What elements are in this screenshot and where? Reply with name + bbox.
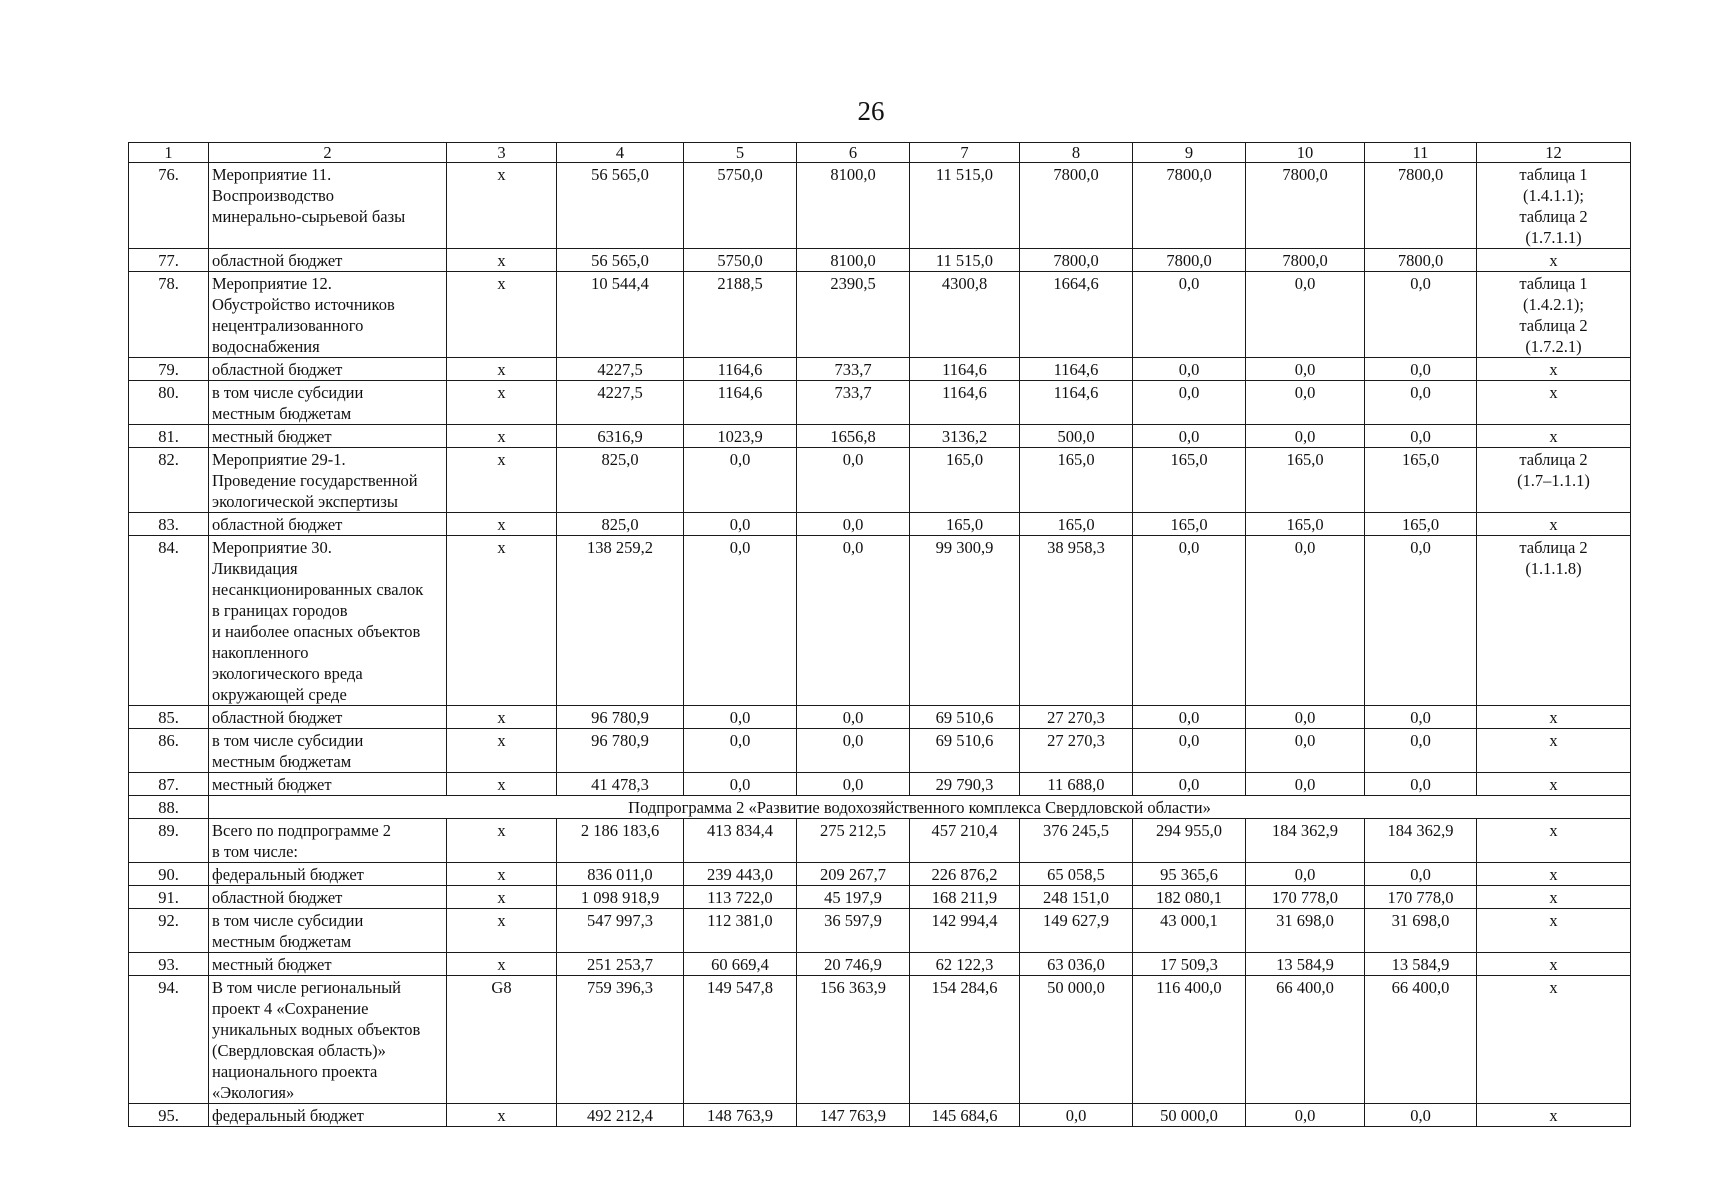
row-value: 56 565,0 — [557, 249, 684, 272]
table-row — [129, 886, 1631, 909]
row-value: 0,0 — [1365, 773, 1477, 796]
row-value: 0,0 — [1246, 381, 1365, 425]
table-row — [129, 863, 1631, 886]
row-value: 184 362,9 — [1365, 819, 1477, 863]
budget-table — [128, 142, 1631, 1127]
row-code: х — [447, 729, 557, 773]
column-header: 4 — [557, 143, 684, 163]
row-value: 148 763,9 — [684, 1104, 797, 1127]
row-name: местный бюджет — [209, 953, 447, 976]
row-value: 31 698,0 — [1365, 909, 1477, 953]
row-value: 43 000,1 — [1133, 909, 1246, 953]
row-value: 492 212,4 — [557, 1104, 684, 1127]
row-code: х — [447, 1104, 557, 1127]
row-value: 0,0 — [684, 448, 797, 513]
row-value: 7800,0 — [1365, 249, 1477, 272]
row-code: х — [447, 886, 557, 909]
row-value: 0,0 — [1133, 536, 1246, 706]
row-number: 89. — [129, 819, 209, 863]
row-value: 95 365,6 — [1133, 863, 1246, 886]
table-row — [129, 773, 1631, 796]
row-value: 4227,5 — [557, 381, 684, 425]
row-value: 0,0 — [797, 448, 910, 513]
row-number: 86. — [129, 729, 209, 773]
row-reference: х — [1477, 706, 1631, 729]
row-value: 0,0 — [1246, 425, 1365, 448]
row-code: х — [447, 819, 557, 863]
row-value: 50 000,0 — [1020, 976, 1133, 1104]
row-value: 7800,0 — [1020, 163, 1133, 249]
row-value: 96 780,9 — [557, 706, 684, 729]
row-reference: х — [1477, 909, 1631, 953]
row-number: 88. — [129, 796, 209, 819]
row-value: 0,0 — [1246, 1104, 1365, 1127]
column-header: 2 — [209, 143, 447, 163]
row-value: 27 270,3 — [1020, 729, 1133, 773]
row-value: 0,0 — [1365, 536, 1477, 706]
row-value: 0,0 — [684, 536, 797, 706]
row-name: федеральный бюджет — [209, 863, 447, 886]
row-value: 65 058,5 — [1020, 863, 1133, 886]
row-number: 91. — [129, 886, 209, 909]
row-value: 0,0 — [1246, 773, 1365, 796]
row-value: 96 780,9 — [557, 729, 684, 773]
table-row — [129, 819, 1631, 863]
row-value: 182 080,1 — [1133, 886, 1246, 909]
row-name: Мероприятие 30. Ликвидация несанкционированных свалок в границах городов и наиболее опасных объектов накопленного экологического вреда окружающей среде — [209, 536, 447, 706]
row-value: 165,0 — [1020, 513, 1133, 536]
row-name: местный бюджет — [209, 773, 447, 796]
row-value: 1656,8 — [797, 425, 910, 448]
row-value: 7800,0 — [1020, 249, 1133, 272]
row-value: 275 212,5 — [797, 819, 910, 863]
row-value: 165,0 — [1246, 513, 1365, 536]
row-reference: х — [1477, 819, 1631, 863]
row-value: 0,0 — [1133, 381, 1246, 425]
row-value: 0,0 — [1365, 425, 1477, 448]
row-value: 0,0 — [1246, 536, 1365, 706]
row-value: 413 834,4 — [684, 819, 797, 863]
table-row — [129, 448, 1631, 513]
row-value: 1164,6 — [684, 358, 797, 381]
row-value: 457 210,4 — [910, 819, 1020, 863]
row-value: 5750,0 — [684, 249, 797, 272]
row-number: 90. — [129, 863, 209, 886]
row-value: 0,0 — [797, 773, 910, 796]
row-value: 69 510,6 — [910, 729, 1020, 773]
row-value: 165,0 — [1133, 448, 1246, 513]
row-code: х — [447, 706, 557, 729]
row-value: 41 478,3 — [557, 773, 684, 796]
row-value: 0,0 — [1133, 425, 1246, 448]
row-value: 759 396,3 — [557, 976, 684, 1104]
row-value: 2188,5 — [684, 272, 797, 358]
row-code: х — [447, 536, 557, 706]
column-header: 10 — [1246, 143, 1365, 163]
row-value: 239 443,0 — [684, 863, 797, 886]
row-value: 0,0 — [1365, 706, 1477, 729]
row-name: областной бюджет — [209, 249, 447, 272]
row-value: 0,0 — [1365, 1104, 1477, 1127]
row-value: 27 270,3 — [1020, 706, 1133, 729]
row-reference: х — [1477, 976, 1631, 1104]
subprogram-title: Подпрограмма 2 «Развитие водохозяйственного комплекса Свердловской области» — [209, 796, 1631, 819]
table-row — [129, 381, 1631, 425]
row-value: 3136,2 — [910, 425, 1020, 448]
row-value: 149 547,8 — [684, 976, 797, 1104]
row-value: 0,0 — [684, 773, 797, 796]
column-header: 3 — [447, 143, 557, 163]
subprogram-row — [129, 796, 1631, 819]
row-value: 11 515,0 — [910, 249, 1020, 272]
row-value: 1164,6 — [684, 381, 797, 425]
row-name: областной бюджет — [209, 706, 447, 729]
row-value: 20 746,9 — [797, 953, 910, 976]
row-name: местный бюджет — [209, 425, 447, 448]
row-code: х — [447, 249, 557, 272]
row-value: 13 584,9 — [1246, 953, 1365, 976]
header-row — [129, 143, 1631, 163]
row-value: 56 565,0 — [557, 163, 684, 249]
row-value: 0,0 — [684, 706, 797, 729]
row-value: 165,0 — [1133, 513, 1246, 536]
row-value: 99 300,9 — [910, 536, 1020, 706]
row-value: 0,0 — [797, 729, 910, 773]
row-value: 0,0 — [684, 729, 797, 773]
row-value: 733,7 — [797, 381, 910, 425]
row-value: 38 958,3 — [1020, 536, 1133, 706]
column-header: 8 — [1020, 143, 1133, 163]
row-reference: х — [1477, 729, 1631, 773]
table-row — [129, 729, 1631, 773]
row-value: 170 778,0 — [1246, 886, 1365, 909]
row-value: 50 000,0 — [1133, 1104, 1246, 1127]
row-value: 0,0 — [1133, 773, 1246, 796]
row-number: 76. — [129, 163, 209, 249]
row-value: 1023,9 — [684, 425, 797, 448]
row-reference: х — [1477, 249, 1631, 272]
row-value: 1164,6 — [910, 358, 1020, 381]
row-value: 0,0 — [1365, 358, 1477, 381]
row-code: х — [447, 381, 557, 425]
row-reference: таблица 1 (1.4.1.1); таблица 2 (1.7.1.1) — [1477, 163, 1631, 249]
row-number: 92. — [129, 909, 209, 953]
row-value: 733,7 — [797, 358, 910, 381]
row-value: 113 722,0 — [684, 886, 797, 909]
row-value: 165,0 — [910, 513, 1020, 536]
row-value: 209 267,7 — [797, 863, 910, 886]
row-value: 165,0 — [1246, 448, 1365, 513]
row-value: 0,0 — [1365, 272, 1477, 358]
row-code: х — [447, 953, 557, 976]
row-name: федеральный бюджет — [209, 1104, 447, 1127]
row-code: х — [447, 163, 557, 249]
row-value: 0,0 — [797, 706, 910, 729]
row-name: В том числе региональный проект 4 «Сохранение уникальных водных объектов (Свердловская область)» национального проекта «Экология» — [209, 976, 447, 1104]
row-value: 0,0 — [1246, 272, 1365, 358]
row-reference: х — [1477, 953, 1631, 976]
row-value: 0,0 — [797, 513, 910, 536]
page-number: 26 — [857, 96, 885, 126]
row-code: х — [447, 863, 557, 886]
table-row — [129, 1104, 1631, 1127]
row-reference: таблица 2 (1.1.1.8) — [1477, 536, 1631, 706]
row-number: 82. — [129, 448, 209, 513]
row-value: 10 544,4 — [557, 272, 684, 358]
row-code: х — [447, 773, 557, 796]
row-value: 0,0 — [1365, 381, 1477, 425]
row-value: 6316,9 — [557, 425, 684, 448]
row-value: 0,0 — [1246, 706, 1365, 729]
row-value: 31 698,0 — [1246, 909, 1365, 953]
row-name: в том числе субсидии местным бюджетам — [209, 909, 447, 953]
row-reference: х — [1477, 863, 1631, 886]
row-value: 500,0 — [1020, 425, 1133, 448]
row-value: 0,0 — [1246, 358, 1365, 381]
row-value: 825,0 — [557, 448, 684, 513]
column-header: 7 — [910, 143, 1020, 163]
row-reference: таблица 2 (1.7–1.1.1) — [1477, 448, 1631, 513]
row-value: 0,0 — [1365, 729, 1477, 773]
row-value: 62 122,3 — [910, 953, 1020, 976]
row-value: 0,0 — [1246, 729, 1365, 773]
row-reference: х — [1477, 358, 1631, 381]
table-row — [129, 909, 1631, 953]
row-value: 116 400,0 — [1133, 976, 1246, 1104]
row-value: 165,0 — [1365, 513, 1477, 536]
row-name: областной бюджет — [209, 358, 447, 381]
column-header: 5 — [684, 143, 797, 163]
row-value: 165,0 — [910, 448, 1020, 513]
row-value: 7800,0 — [1365, 163, 1477, 249]
row-value: 1 098 918,9 — [557, 886, 684, 909]
row-value: 0,0 — [1246, 863, 1365, 886]
row-value: 4300,8 — [910, 272, 1020, 358]
row-name: Всего по подпрограмме 2 в том числе: — [209, 819, 447, 863]
row-value: 138 259,2 — [557, 536, 684, 706]
table-row — [129, 163, 1631, 249]
row-name: Мероприятие 12. Обустройство источников нецентрализованного водоснабжения — [209, 272, 447, 358]
row-value: 836 011,0 — [557, 863, 684, 886]
row-number: 79. — [129, 358, 209, 381]
row-value: 0,0 — [1133, 358, 1246, 381]
table-row — [129, 272, 1631, 358]
row-value: 0,0 — [1133, 706, 1246, 729]
row-value: 165,0 — [1020, 448, 1133, 513]
row-name: в том числе субсидии местным бюджетам — [209, 381, 447, 425]
table-row — [129, 536, 1631, 706]
row-value: 60 669,4 — [684, 953, 797, 976]
row-code: х — [447, 358, 557, 381]
row-value: 0,0 — [1133, 729, 1246, 773]
row-value: 1164,6 — [1020, 358, 1133, 381]
row-value: 145 684,6 — [910, 1104, 1020, 1127]
row-value: 11 515,0 — [910, 163, 1020, 249]
row-number: 80. — [129, 381, 209, 425]
column-header: 9 — [1133, 143, 1246, 163]
column-header: 1 — [129, 143, 209, 163]
row-value: 11 688,0 — [1020, 773, 1133, 796]
row-reference: х — [1477, 381, 1631, 425]
row-number: 81. — [129, 425, 209, 448]
row-value: 0,0 — [1133, 272, 1246, 358]
table-row — [129, 358, 1631, 381]
row-value: 168 211,9 — [910, 886, 1020, 909]
row-name: Мероприятие 11. Воспроизводство минерально-сырьевой базы — [209, 163, 447, 249]
row-value: 63 036,0 — [1020, 953, 1133, 976]
row-value: 8100,0 — [797, 163, 910, 249]
row-value: 248 151,0 — [1020, 886, 1133, 909]
table-row — [129, 249, 1631, 272]
row-value: 1164,6 — [1020, 381, 1133, 425]
table-row — [129, 953, 1631, 976]
row-value: 112 381,0 — [684, 909, 797, 953]
row-value: 7800,0 — [1133, 249, 1246, 272]
row-value: 170 778,0 — [1365, 886, 1477, 909]
row-reference: х — [1477, 886, 1631, 909]
row-number: 85. — [129, 706, 209, 729]
row-number: 84. — [129, 536, 209, 706]
row-value: 45 197,9 — [797, 886, 910, 909]
row-reference: х — [1477, 513, 1631, 536]
row-number: 78. — [129, 272, 209, 358]
row-name: в том числе субсидии местным бюджетам — [209, 729, 447, 773]
row-value: 0,0 — [684, 513, 797, 536]
row-name: областной бюджет — [209, 886, 447, 909]
row-number: 77. — [129, 249, 209, 272]
row-value: 226 876,2 — [910, 863, 1020, 886]
row-value: 69 510,6 — [910, 706, 1020, 729]
row-value: 149 627,9 — [1020, 909, 1133, 953]
row-reference: х — [1477, 1104, 1631, 1127]
column-header: 12 — [1477, 143, 1631, 163]
row-number: 87. — [129, 773, 209, 796]
table-row — [129, 976, 1631, 1104]
table-row — [129, 513, 1631, 536]
row-code: х — [447, 272, 557, 358]
row-code: х — [447, 448, 557, 513]
row-value: 2 186 183,6 — [557, 819, 684, 863]
row-reference: таблица 1 (1.4.2.1); таблица 2 (1.7.2.1) — [1477, 272, 1631, 358]
row-value: 7800,0 — [1246, 163, 1365, 249]
row-value: 36 597,9 — [797, 909, 910, 953]
row-value: 154 284,6 — [910, 976, 1020, 1104]
row-code: х — [447, 909, 557, 953]
row-value: 147 763,9 — [797, 1104, 910, 1127]
row-value: 7800,0 — [1246, 249, 1365, 272]
row-value: 0,0 — [797, 536, 910, 706]
row-value: 0,0 — [1365, 863, 1477, 886]
row-value: 0,0 — [1020, 1104, 1133, 1127]
row-code: G8 — [447, 976, 557, 1104]
table-row — [129, 706, 1631, 729]
row-code: х — [447, 425, 557, 448]
row-value: 165,0 — [1365, 448, 1477, 513]
row-value: 2390,5 — [797, 272, 910, 358]
row-value: 184 362,9 — [1246, 819, 1365, 863]
row-reference: х — [1477, 425, 1631, 448]
column-header: 6 — [797, 143, 910, 163]
row-number: 94. — [129, 976, 209, 1104]
column-header: 11 — [1365, 143, 1477, 163]
row-value: 29 790,3 — [910, 773, 1020, 796]
row-value: 8100,0 — [797, 249, 910, 272]
row-value: 1664,6 — [1020, 272, 1133, 358]
row-reference: х — [1477, 773, 1631, 796]
row-name: Мероприятие 29-1. Проведение государственной экологической экспертизы — [209, 448, 447, 513]
row-value: 1164,6 — [910, 381, 1020, 425]
row-value: 17 509,3 — [1133, 953, 1246, 976]
row-value: 376 245,5 — [1020, 819, 1133, 863]
row-value: 66 400,0 — [1365, 976, 1477, 1104]
row-value: 547 997,3 — [557, 909, 684, 953]
row-value: 5750,0 — [684, 163, 797, 249]
row-name: областной бюджет — [209, 513, 447, 536]
row-value: 66 400,0 — [1246, 976, 1365, 1104]
row-number: 95. — [129, 1104, 209, 1127]
row-value: 294 955,0 — [1133, 819, 1246, 863]
row-code: х — [447, 513, 557, 536]
row-value: 156 363,9 — [797, 976, 910, 1104]
row-value: 251 253,7 — [557, 953, 684, 976]
row-value: 13 584,9 — [1365, 953, 1477, 976]
row-number: 93. — [129, 953, 209, 976]
row-number: 83. — [129, 513, 209, 536]
row-value: 4227,5 — [557, 358, 684, 381]
row-value: 825,0 — [557, 513, 684, 536]
row-value: 7800,0 — [1133, 163, 1246, 249]
row-value: 142 994,4 — [910, 909, 1020, 953]
table-row — [129, 425, 1631, 448]
